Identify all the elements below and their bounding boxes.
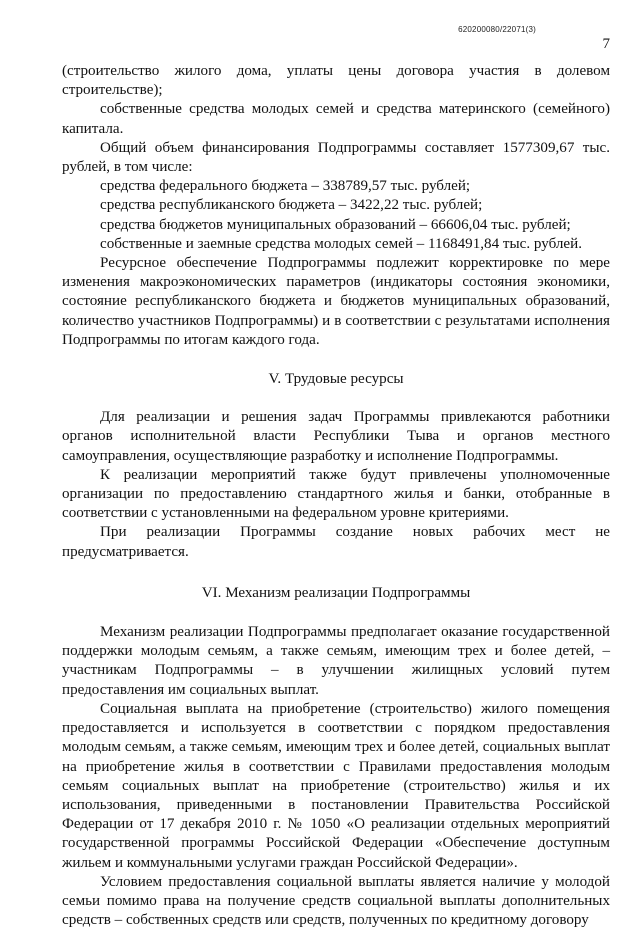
list-item: средства республиканского бюджета – 3422,22 тыс. рублей; — [100, 197, 483, 214]
paragraph: Для реализации и решения задач Программы привлекаются работники органов исполнительной власти Республики Тыва и органов местного самоуправления, осуществляющие разработку и исполнение Подпрограммы. — [62, 409, 610, 464]
paragraph: При реализации Программы создание новых рабочих мест не предусматривается. — [62, 524, 610, 560]
list-item: средства бюджетов муниципальных образований – 66606,04 тыс. рублей; — [100, 216, 571, 233]
document-code: 620200080/22071(3) — [458, 25, 536, 34]
section-heading: V. Трудовые ресурсы — [268, 371, 404, 388]
list-item: средства федерального бюджета – 338789,57 тыс. рублей; — [100, 178, 471, 195]
list-item: собственные и заемные средства молодых семей – 1168491,84 тыс. рублей. — [100, 235, 582, 252]
paragraph: Условием предоставления социальной выплаты является наличие у молодой семьи помимо права на получение средств социальной выплаты дополнительных средств – собственных средств или средств, полученных по кредитному договору — [62, 873, 610, 929]
section-heading: VI. Механизм реализации Подпрограммы — [201, 584, 471, 601]
document-body — [62, 62, 610, 930]
paragraph: Социальная выплата на приобретение (строительство) жилого помещения предоставляется и используется в соответствии с порядком предоставления молодым семьям, а также семьям, имеющим трех и более детей, социальных выплат на приобретение жилья в соответствии с Правилами предоставления молодым семьям социальных выплат на приобретение (строительство) жилья и их использования, приведенными в постановлении Правительства Российской Федерации от 17 декабря 2010 г. № 1050 «О реализации отдельных мероприятий государственной программы Российской Федерации «Обеспечение доступным жильем и коммунальными услугами граждан Российской Федерации». — [62, 700, 610, 871]
paragraph: (строительство жилого дома, уплаты цены договора участия в долевом строительстве); — [62, 63, 610, 99]
paragraph: Механизм реализации Подпрограммы предполагает оказание государственной поддержки молодым семьям, а также семьям, имеющим трех и более детей, – участникам Подпрограммы – в улучшении жилищных условий путем предоставления им социальных выплат. — [62, 624, 610, 698]
paragraph: Ресурсное обеспечение Подпрограммы подлежит корректировке по мере изменения макроэкономических параметров (индикаторы состояния экономики, состояние республиканского бюджета и бюджетов муниципальных образований, количество участников Подпрограммы) и в соответствии с результатами исполнения Подпрограммы по итогам каждого года. — [62, 255, 610, 348]
paragraph: К реализации мероприятий также будут привлечены уполномоченные организации по предоставлению стандартного жилья и банки, отобранные в соответствии с установленными на федеральном уровне критериями. — [62, 466, 610, 522]
page-number: 7 — [602, 36, 610, 52]
paragraph: Общий объем финансирования Подпрограммы составляет 1577309,67 тыс. рублей, в том числе: — [62, 139, 610, 176]
paragraph: собственные средства молодых семей и средства материнского (семейного) капитала. — [62, 101, 610, 137]
